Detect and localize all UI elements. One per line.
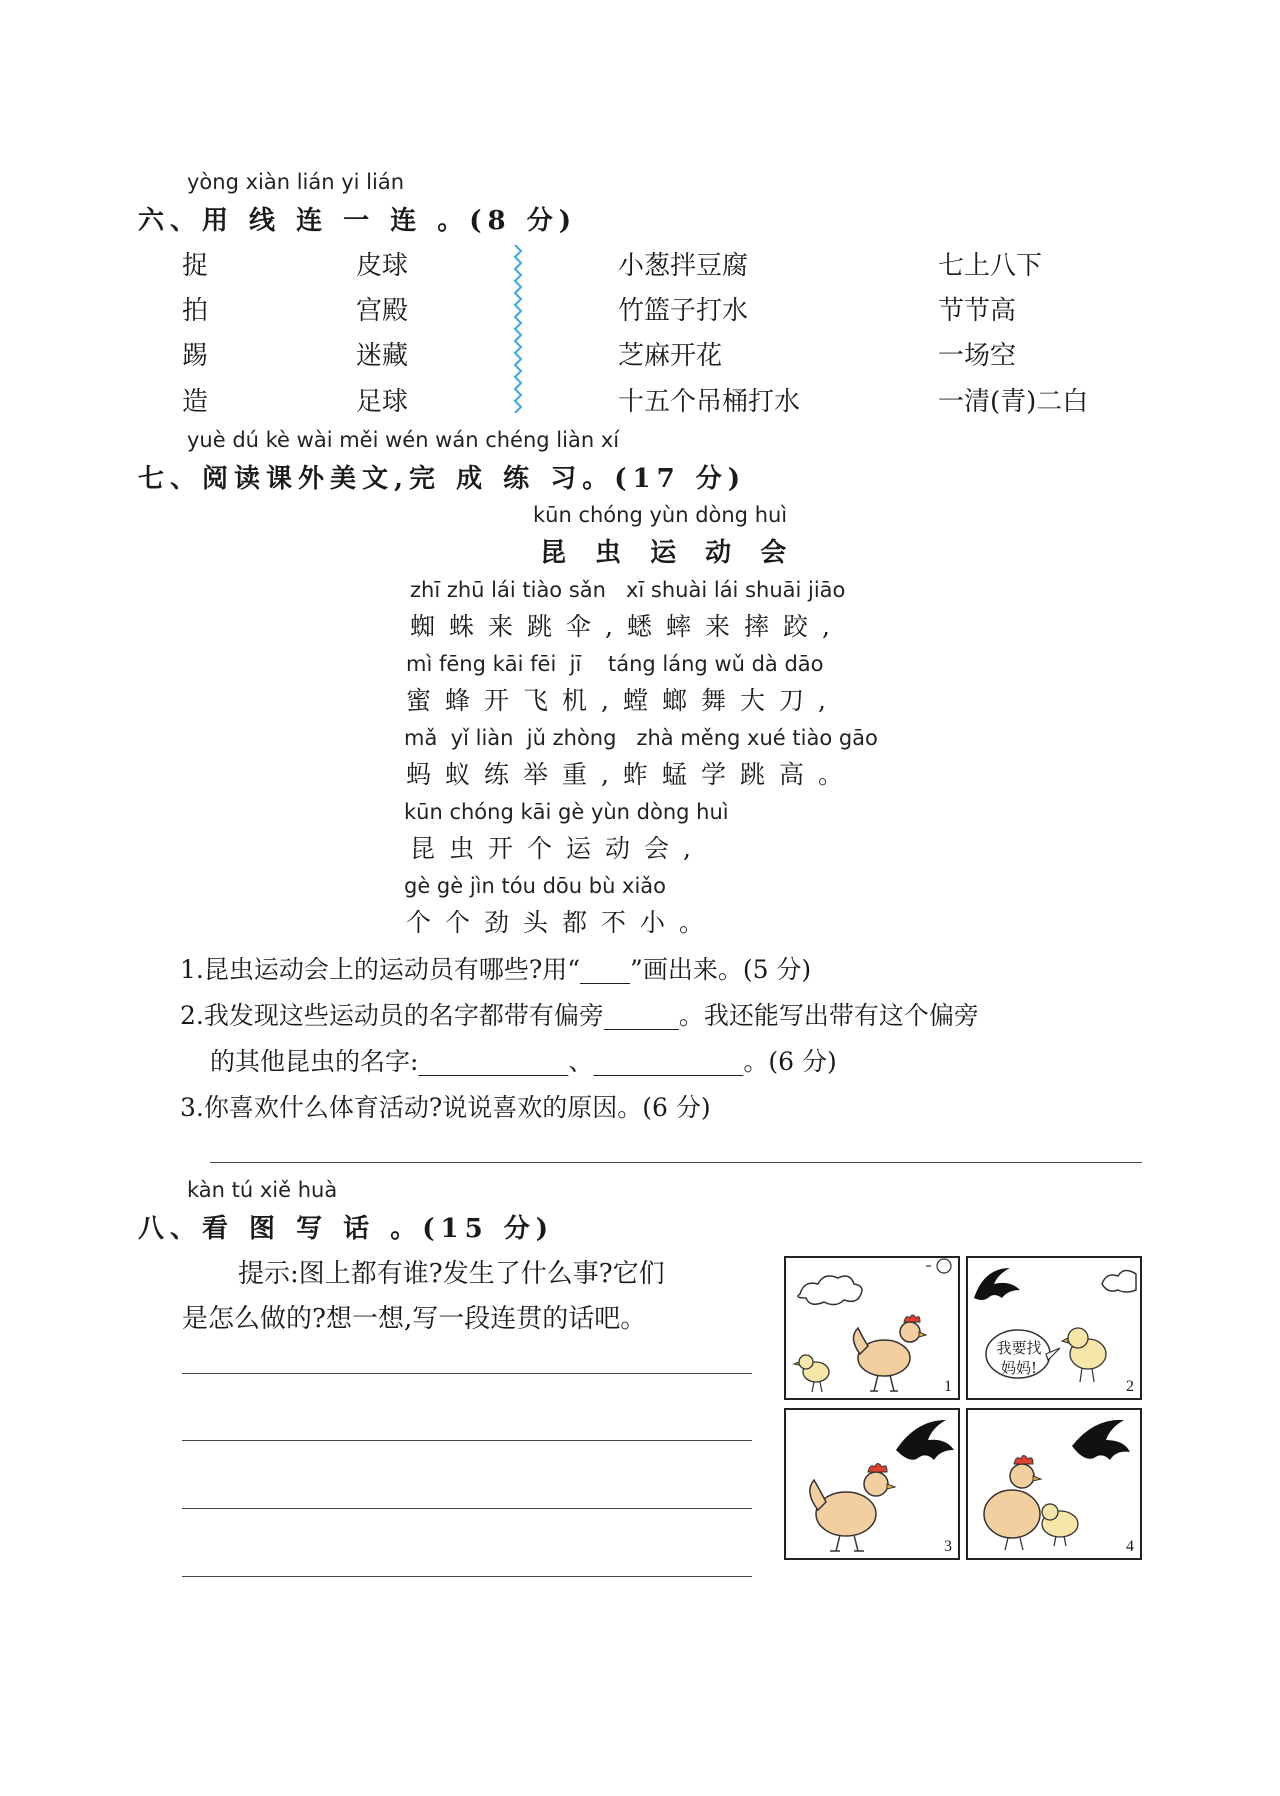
- s6-col2-item-3: 迷藏: [356, 341, 409, 371]
- section8-title: 八、看 图 写 话 。(15 分): [138, 1214, 555, 1244]
- panel-number-2: 2: [1126, 1378, 1134, 1395]
- poem-line-1: 蜘蛛来跳伞,蟋蟀来摔跤,: [410, 612, 844, 641]
- panel-number-4: 4: [1126, 1538, 1134, 1555]
- divider-zigzag: [512, 245, 524, 413]
- s6-col4-item-3: 一场空: [938, 341, 1017, 371]
- section8-pinyin: kàn tú xiě huà: [187, 1178, 338, 1202]
- s6-col4-item-4: 一清(青)二白: [938, 387, 1089, 417]
- poem-line-3-pinyin: mǎ yǐ liàn jǔ zhòng zhà měng xué tiào gāo: [404, 726, 878, 750]
- poem-line-5-pinyin: gè gè jìn tóu dōu bù xiǎo: [404, 874, 667, 898]
- s6-col3-item-2: 竹篮子打水: [618, 296, 749, 326]
- hint-line-1: 提示:图上都有谁?发生了什么事?它们: [238, 1259, 665, 1289]
- question-2b: 的其他昆虫的名字:____________、____________。(6 分): [210, 1047, 837, 1076]
- s6-col2-item-2: 宫殿: [356, 296, 409, 326]
- hen-chick-swallow-illustration: [968, 1410, 1140, 1558]
- panel-number-3: 3: [944, 1538, 952, 1555]
- poem-title: 昆 虫 运 动 会: [540, 538, 797, 568]
- poem-line-5: 个个劲头都不小。: [406, 908, 719, 937]
- s6-col1-item-2: 拍: [182, 296, 209, 326]
- section6-title: 六、用 线 连 一 连 。(8 分): [138, 206, 578, 236]
- s6-col2-item-4: 足球: [356, 387, 409, 417]
- writing-line-4[interactable]: [182, 1576, 752, 1577]
- poem-line-2: 蜜蜂开飞机,螳螂舞大刀,: [406, 686, 840, 715]
- comic-panel-3: [784, 1408, 960, 1560]
- section7-title: 七、阅读课外美文,完 成 练 习。(17 分): [138, 464, 747, 494]
- section7-pinyin: yuè dú kè wài měi wén wán chéng liàn xí: [187, 428, 620, 452]
- section6-pinyin: yòng xiàn lián yi lián: [187, 170, 405, 194]
- poem-line-2-pinyin: mì fēng kāi fēi jī táng láng wǔ dà dāo: [406, 652, 824, 676]
- question-1: 1.昆虫运动会上的运动员有哪些?用“____”画出来。(5 分): [180, 955, 812, 984]
- panel-number-1: 1: [944, 1378, 952, 1395]
- s6-col2-item-1: 皮球: [356, 251, 409, 281]
- hint-line-2: 是怎么做的?想一想,写一段连贯的话吧。: [182, 1304, 647, 1334]
- s6-col3-item-3: 芝麻开花: [618, 341, 723, 371]
- poem-line-3: 蚂蚁练举重,蚱蜢学跳高。: [406, 760, 857, 789]
- speech-bubble-text: 我要找妈妈!: [996, 1339, 1042, 1377]
- poem-title-pinyin: kūn chóng yùn dòng huì: [533, 503, 788, 527]
- question-2a: 2.我发现这些运动员的名字都带有偏旁______。我还能写出带有这个偏旁: [180, 1001, 979, 1030]
- poem-line-1-pinyin: zhī zhū lái tiào sǎn xī shuài lái shuāi jiāo: [410, 578, 846, 602]
- s6-col1-item-4: 造: [182, 387, 209, 417]
- s6-col4-item-1: 七上八下: [938, 251, 1043, 281]
- writing-line-3[interactable]: [182, 1508, 752, 1509]
- writing-line-1[interactable]: [182, 1373, 752, 1374]
- s6-col3-item-4: 十五个吊桶打水: [618, 387, 801, 417]
- hen-swallow-illustration: [786, 1410, 958, 1558]
- writing-line-2[interactable]: [182, 1440, 752, 1441]
- s6-col1-item-1: 捉: [182, 251, 209, 281]
- s6-col3-item-1: 小葱拌豆腐: [618, 251, 749, 281]
- comic-panel-1: [784, 1256, 960, 1400]
- comic-panel-4: [966, 1408, 1142, 1560]
- poem-line-4-pinyin: kūn chóng kāi gè yùn dòng huì: [404, 800, 729, 824]
- clouds-sun-hen-chick-illustration: [786, 1258, 958, 1398]
- s6-col1-item-3: 踢: [182, 341, 209, 371]
- question-3: 3.你喜欢什么体育活动?说说喜欢的原因。(6 分): [180, 1093, 711, 1122]
- comic-panel-2: [966, 1256, 1142, 1400]
- poem-line-4: 昆虫开个运动会,: [410, 834, 705, 863]
- answer-line-q3[interactable]: [210, 1162, 1142, 1163]
- s6-col4-item-2: 节节高: [938, 296, 1017, 326]
